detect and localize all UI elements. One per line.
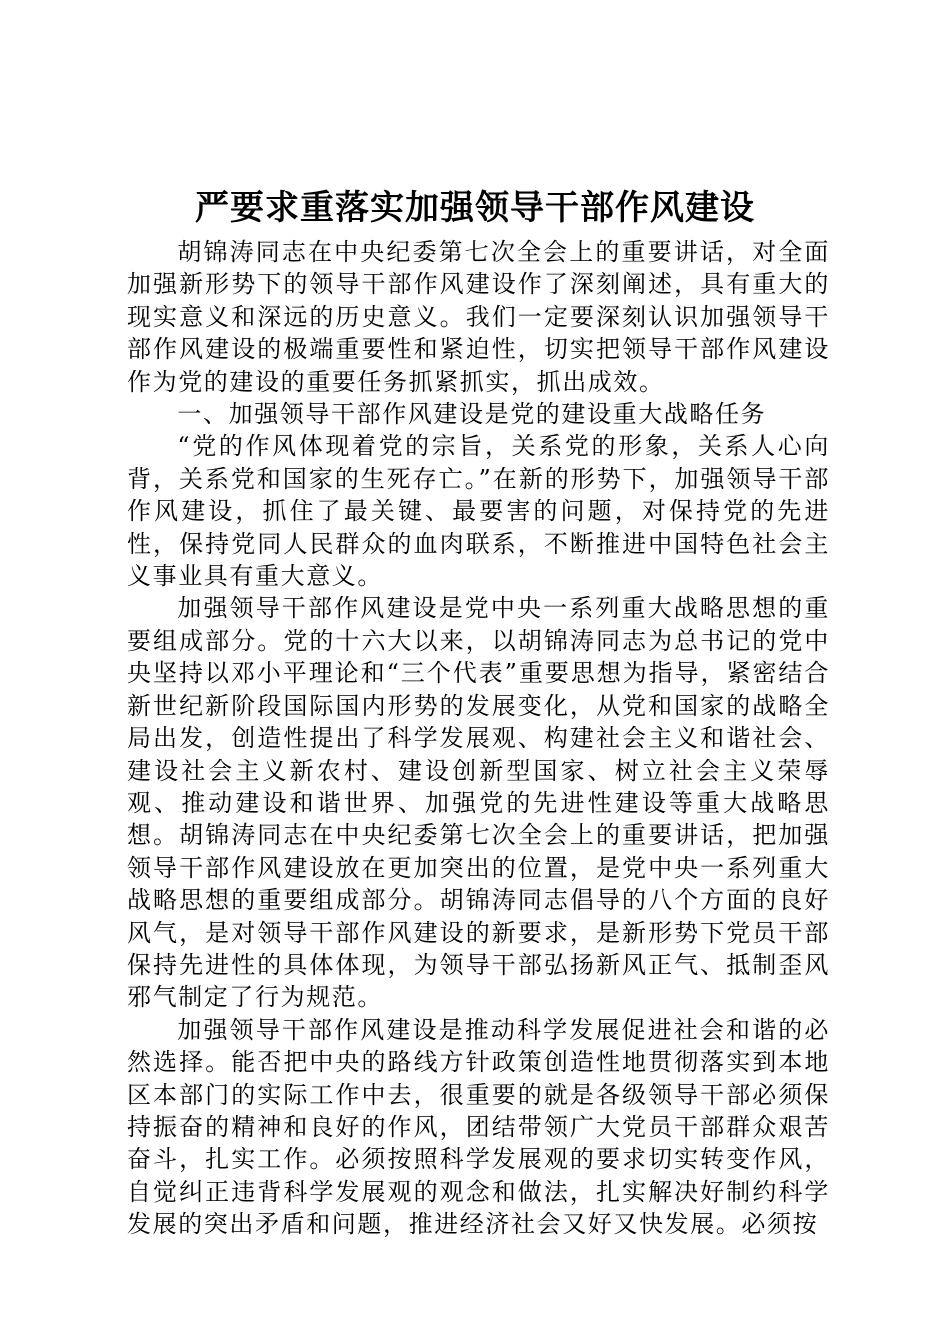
section-heading-1: 一、加强领导干部作风建设是党的建设重大战略任务 [177,400,767,429]
paragraph-quote: “党的作风体现着党的宗旨，关系党的形象，关系人心向背，关系党和国家的生死存亡。”在新的形势下，加强领导干部作风建设，抓住了最关键、最要害的问题，对保持党的先进性，保持党同人民群众的血肉联系，不断推进中国特色社会主义事业具有重大意义。 [127,432,830,591]
paragraph-strategy: 加强领导干部作风建设是党中央一系列重大战略思想的重要组成部分。党的十六大以来，以胡锦涛同志为总书记的党中央坚持以邓小平理论和“三个代表”重要思想为指导，紧密结合新世纪新阶段国际国内形势的发展变化，从党和国家的战略全局出发，创造性提出了科学发展观、构建社会主义和谐社会、建设社会主义新农村、建设创新型国家、树立社会主义荣辱观、推动建设和谐世界、加强党的先进性建设等重大战略思想。胡锦涛同志在中央纪委第七次全会上的重要讲话，把加强领导干部作风建设放在更加突出的位置，是党中央一系列重大战略思想的重要组成部分。胡锦涛同志倡导的八个方面的良好风气，是对领导干部作风建设的新要求，是新形势下党员干部保持先进性的具体体现，为领导干部弘扬新风正气、抵制歪风邪气制定了行为规范。 [127,594,830,1012]
paragraph-intro: 胡锦涛同志在中央纪委第七次全会上的重要讲话，对全面加强新形势下的领导干部作风建设作了深刻阐述，具有重大的现实意义和深远的历史意义。我们一定要深刻认识加强领导干部作风建设的极端重要性和紧迫性，切实把领导干部作风建设作为党的建设的重要任务抓紧抓实，抓出成效。 [127,238,830,396]
document-title: 严要求重落实加强领导干部作风建设 [195,188,755,228]
document-body [127,236,830,1241]
paragraph-development: 加强领导干部作风建设是推动科学发展促进社会和谐的必然选择。能否把中央的路线方针政策创造性地贯彻落实到本地区本部门的实际工作中去，很重要的就是各级领导干部必须保持振奋的精神和良好的作风，团结带领广大党员干部群众艰苦奋斗，扎实工作。必须按照科学发展观的要求切实转变作风，自觉纠正违背科学发展观的观念和做法，扎实解决好制约科学发展的突出矛盾和问题，推进经济社会又好又快发展。必须按 [127,1015,830,1239]
